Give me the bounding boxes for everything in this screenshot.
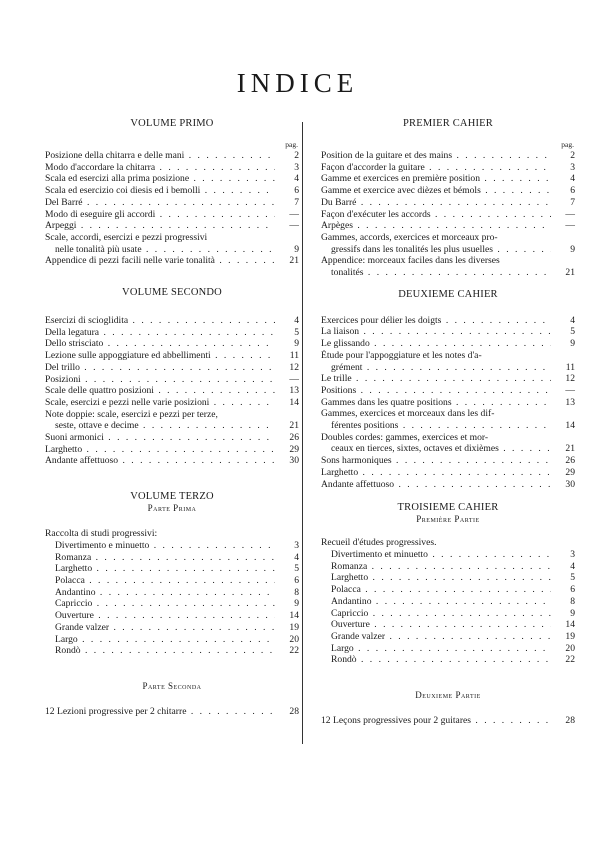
index-entry — [45, 432, 299, 444]
entry-title: Dello strisciato . . . — [45, 338, 275, 350]
page-title: INDICE — [236, 68, 359, 98]
entry-title: gressifs dans les tonalités les plus usuelles . . . — [321, 244, 551, 256]
premier-cahier-heading: PREMIER CAHIER — [402, 118, 493, 129]
entry-page-number: 21 — [565, 267, 575, 279]
entry-page-number: 12 — [289, 361, 299, 373]
recueil-intro: Recueil d'études progressives. — [321, 537, 437, 549]
index-entry — [321, 467, 575, 479]
index-entry — [45, 374, 299, 386]
entry-title: Della legatura . . . — [45, 327, 275, 339]
index-entry — [321, 561, 575, 573]
index-entry — [45, 552, 299, 564]
french-index-column — [321, 118, 575, 727]
index-entry — [321, 162, 575, 174]
entry-title: Ouverture . . . — [321, 619, 551, 631]
entry-page-number: 3 — [294, 539, 299, 551]
index-entry — [45, 232, 299, 244]
index-entry — [45, 327, 299, 339]
entry-title: Arpeggi . . . — [45, 220, 275, 232]
entry-page-number: 4 — [294, 315, 299, 327]
index-entry — [45, 315, 299, 327]
entry-page-number: 4 — [570, 314, 575, 326]
index-entry — [45, 563, 299, 575]
entry-title: Largo . . . — [45, 634, 275, 646]
index-entry — [321, 338, 575, 350]
entry-title: nelle tonalità più usate . . . — [45, 244, 275, 256]
raccolta-intro: Raccolta di studi progressivi: — [45, 528, 158, 540]
index-entry — [45, 173, 299, 185]
entry-page-number: 9 — [294, 338, 299, 350]
entry-page-number: 20 — [289, 633, 299, 645]
entry-title: Posizioni . . . — [45, 374, 275, 386]
entry-page-number: 2 — [294, 150, 299, 161]
deuxieme-partie-heading: Deuxieme Partie — [415, 690, 481, 701]
parte-seconda-heading: Parte Seconda — [142, 680, 202, 691]
entry-page-number: 4 — [294, 551, 299, 563]
entry-title: Divertimento e minuetto . . . — [45, 540, 275, 552]
entry-title: Andantino . . . — [321, 596, 551, 608]
index-entry — [45, 420, 299, 432]
index-entry — [321, 432, 575, 444]
index-entry — [321, 654, 575, 666]
entry-title: Andante affettuoso . . . — [45, 455, 275, 467]
index-entry — [321, 185, 575, 197]
index-entry — [321, 244, 575, 256]
entry-page-number: 14 — [289, 396, 299, 408]
entry-title: Larghetto . . . — [45, 444, 275, 456]
index-entry — [321, 596, 575, 608]
index-entry — [45, 362, 299, 374]
entry-page-number: — — [289, 220, 299, 232]
index-entry — [321, 350, 575, 362]
column-divider — [302, 122, 303, 744]
entry-title: Romanza . . . — [321, 561, 551, 573]
index-entry — [321, 373, 575, 385]
index-entry — [321, 255, 575, 267]
volume-primo-heading: VOLUME PRIMO — [130, 118, 214, 129]
entry-page-number: 21 — [289, 420, 299, 432]
premiere-partie-heading: Première Partie — [416, 514, 480, 525]
entry-title: Exercices pour délier les doigts . . . — [321, 315, 551, 327]
index-entry — [45, 397, 299, 409]
entry-page-number: — — [289, 373, 299, 385]
entry-title: Esercizi di scioglidita . . . — [45, 315, 275, 327]
index-entry — [321, 549, 575, 561]
entry-title: Capriccio . . . — [45, 598, 275, 610]
entry-page-number: 8 — [570, 595, 575, 607]
entry-page-number: 3 — [294, 161, 299, 173]
index-entry — [45, 645, 299, 657]
italian-index-column — [45, 118, 299, 718]
entry-title: Arpèges . . . — [321, 220, 551, 232]
entry-title: Scala ed esercizi alla prima posizione . . . — [45, 173, 275, 185]
entry-page-number: 3 — [570, 548, 575, 560]
index-entry — [45, 220, 299, 232]
entry-page-number: 9 — [570, 243, 575, 255]
entry-page-number: 4 — [570, 173, 575, 185]
index-entry — [321, 443, 575, 455]
entry-title: Andante affettuoso . . . — [321, 479, 551, 491]
entry-title: Façon d'accorder la guitare . . . — [321, 162, 551, 174]
entry-title: Gammes, accords, exercices et morceaux pro- — [321, 231, 498, 243]
entry-page-number: 29 — [565, 466, 575, 478]
entry-title: Appendice di pezzi facili nelle varie tonalità . . . — [45, 255, 275, 267]
entry-title: Le trille . . . — [321, 373, 551, 385]
deuxieme-cahier-list — [321, 315, 575, 491]
index-entry — [45, 409, 299, 421]
entry-title: Larghetto . . . — [321, 467, 551, 479]
entry-title: Divertimento et minuetto . . . — [321, 549, 551, 561]
entry-title: Positions . . . — [321, 385, 551, 397]
volume-secondo-list — [45, 315, 299, 467]
index-entry — [45, 162, 299, 174]
entry-page-number: 2 — [570, 150, 575, 161]
index-entry — [45, 209, 299, 221]
entry-page-number: 4 — [570, 560, 575, 572]
entry-title: Largo . . . — [321, 643, 551, 655]
index-entry — [321, 385, 575, 397]
entry-title: Appendice: morceaux faciles dans les diverses — [321, 255, 500, 267]
index-entry — [45, 455, 299, 467]
entry-title: Ouverture . . . — [45, 610, 275, 622]
index-entry — [45, 634, 299, 646]
entry-page-number: 26 — [565, 455, 575, 467]
index-entry — [45, 540, 299, 552]
entry-title: Gammes dans les quatre positions . . . — [321, 397, 551, 409]
entry-page-number: 21 — [565, 443, 575, 455]
entry-title: Rondò . . . — [45, 645, 275, 657]
index-entry — [45, 444, 299, 456]
entry-title: Del trillo . . . — [45, 362, 275, 374]
index-entry — [45, 385, 299, 397]
volume-terzo-heading: VOLUME TERZO — [130, 491, 214, 503]
entry-title: Doubles cordes: gammes, exercices et mor- — [321, 431, 489, 443]
index-entry — [321, 455, 575, 467]
index-entry — [45, 150, 299, 162]
volume-terzo-list — [45, 540, 299, 657]
entry-title: Polacca . . . — [321, 584, 551, 596]
index-entry — [45, 598, 299, 610]
entry-title: seste, ottave e decime . . . — [45, 420, 275, 432]
entry-title: Gamme et exercices en première position . . . — [321, 173, 551, 185]
page-column-label-fr: pag. — [561, 140, 574, 149]
entry-page-number: 9 — [570, 607, 575, 619]
index-entry — [321, 479, 575, 491]
entry-page-number: 7 — [294, 196, 299, 208]
index-entry — [321, 197, 575, 209]
index-entry — [45, 185, 299, 197]
entry-page-number: 6 — [570, 584, 575, 596]
entry-title: Capriccio . . . — [321, 608, 551, 620]
entry-page-number: — — [289, 208, 299, 220]
entry-title: Étude pour l'appoggiature et les notes d'a- — [321, 349, 482, 361]
entry-page-number: 14 — [289, 610, 299, 622]
entry-title: Larghetto . . . — [45, 563, 275, 575]
entry-page-number: 29 — [289, 443, 299, 455]
entry-title: Scale delle quattro posizioni . . . — [45, 385, 275, 397]
entry-page-number: 6 — [570, 185, 575, 197]
entry-page-number: 19 — [289, 621, 299, 633]
entry-page-number: 13 — [289, 385, 299, 397]
troisieme-cahier-heading: TROISIEME CAHIER — [397, 502, 499, 514]
entry-title: Gamme et exercice avec dièzes et bémols . . . — [321, 185, 551, 197]
index-entry — [321, 408, 575, 420]
entry-page-number: 9 — [294, 598, 299, 610]
entry-title: férentes positions . . . — [321, 420, 551, 432]
entry-page-number: 6 — [294, 574, 299, 586]
entry-page-number: 4 — [294, 173, 299, 185]
index-entry — [45, 244, 299, 256]
index-entry — [321, 643, 575, 655]
entry-page-number: 3 — [570, 161, 575, 173]
entry-title: Posizione della chitarra e delle mani . . . — [45, 150, 275, 162]
entry-page-number: 22 — [289, 645, 299, 657]
entry-page-number: 21 — [289, 255, 299, 267]
index-entry — [45, 338, 299, 350]
troisieme-cahier-list — [321, 549, 575, 666]
entry-title: Note doppie: scale, esercizi e pezzi per terze, — [45, 408, 218, 420]
index-entry — [321, 619, 575, 631]
entry-title: Modo di eseguire gli accordi . . . — [45, 209, 275, 221]
index-entry — [45, 350, 299, 362]
entry-title: Scale, esercizi e pezzi nelle varie posizioni . . . — [45, 397, 275, 409]
entry-page-number: 30 — [289, 455, 299, 467]
entry-title: Scale, accordi, esercizi e pezzi progressivi — [45, 231, 208, 243]
entry-page-number: 11 — [289, 350, 299, 362]
entry-title: tonalités . . . — [321, 267, 551, 279]
entry-page-number: 14 — [565, 420, 575, 432]
entry-title: Du Barré . . . — [321, 197, 551, 209]
final-entry-fr: 12 Leçons progressives pour 2 guitares . . . 28 — [321, 715, 575, 727]
entry-title: grément . . . — [321, 362, 551, 374]
index-entry — [45, 197, 299, 209]
index-entry — [321, 397, 575, 409]
entry-title: Grande valzer . . . — [321, 631, 551, 643]
index-entry — [45, 575, 299, 587]
index-entry — [321, 232, 575, 244]
index-entry — [321, 209, 575, 221]
entry-title: Façon d'exécuter les accords . . . — [321, 209, 551, 221]
entry-page-number: — — [565, 208, 575, 220]
entry-title: Rondò . . . — [321, 654, 551, 666]
entry-title: Grande valzer . . . — [45, 622, 275, 634]
entry-page-number: 5 — [294, 563, 299, 575]
index-entry — [321, 608, 575, 620]
entry-page-number: 9 — [294, 243, 299, 255]
entry-title: Scala ed esercizio coi diesis ed i bemolli . . . — [45, 185, 275, 197]
index-entry — [321, 267, 575, 279]
entry-title: Romanza . . . — [45, 552, 275, 564]
entry-title: ceaux en tierces, sixtes, octaves et dixièmes . . . — [321, 443, 551, 455]
entry-title: Larghetto . . . — [321, 572, 551, 584]
entry-page-number: 30 — [565, 478, 575, 490]
index-entry — [45, 622, 299, 634]
entry-page-number: 5 — [294, 326, 299, 338]
index-entry — [45, 587, 299, 599]
entry-page-number: — — [565, 220, 575, 232]
page-column-label: pag. — [285, 140, 298, 149]
entry-title: Lezione sulle appoggiature ed abbellimenti . . . — [45, 350, 275, 362]
index-entry — [321, 572, 575, 584]
premier-cahier-list — [321, 150, 575, 279]
deuxieme-cahier-heading: DEUXIEME CAHIER — [398, 288, 498, 300]
index-entry — [321, 220, 575, 232]
index-entry — [321, 420, 575, 432]
entry-page-number: 11 — [565, 361, 575, 373]
entry-page-number: 6 — [294, 185, 299, 197]
index-entry — [45, 610, 299, 622]
entry-page-number: — — [565, 384, 575, 396]
entry-page-number: 12 — [565, 373, 575, 385]
entry-page-number: 5 — [570, 572, 575, 584]
index-entry — [321, 631, 575, 643]
volume-primo-list — [45, 150, 299, 267]
entry-page-number: 20 — [565, 642, 575, 654]
entry-page-number: 14 — [565, 619, 575, 631]
entry-title: Sons harmoniques . . . — [321, 455, 551, 467]
entry-page-number: 22 — [565, 654, 575, 666]
entry-title: Polacca . . . — [45, 575, 275, 587]
entry-page-number: 9 — [570, 338, 575, 350]
entry-page-number: 5 — [570, 326, 575, 338]
entry-title: Modo d'accordare la chitarra . . . — [45, 162, 275, 174]
entry-page-number: 13 — [565, 396, 575, 408]
final-entry-it: 12 Lezioni progressive per 2 chitarre . . . 28 — [45, 706, 299, 718]
index-entry — [45, 255, 299, 267]
entry-page-number: 8 — [294, 586, 299, 598]
index-entry — [321, 150, 575, 162]
entry-title: Le glissando . . . — [321, 338, 551, 350]
parte-prima-heading: Parte Prima — [147, 503, 197, 514]
entry-title: Position de la guitare et des mains . . . — [321, 150, 551, 162]
index-entry — [321, 315, 575, 327]
entry-page-number: 7 — [570, 196, 575, 208]
index-entry — [321, 362, 575, 374]
entry-title: La liaison . . . — [321, 326, 551, 338]
entry-page-number: 26 — [289, 432, 299, 444]
entry-title: Suoni armonici . . . — [45, 432, 275, 444]
index-entry — [321, 326, 575, 338]
entry-title: Del Barré . . . — [45, 197, 275, 209]
entry-page-number: 19 — [565, 630, 575, 642]
index-entry — [321, 584, 575, 596]
index-entry — [321, 173, 575, 185]
entry-title: Gammes, exercices et morceaux dans les dif- — [321, 408, 495, 420]
volume-secondo-heading: VOLUME SECONDO — [122, 287, 222, 299]
entry-title: Andantino . . . — [45, 587, 275, 599]
